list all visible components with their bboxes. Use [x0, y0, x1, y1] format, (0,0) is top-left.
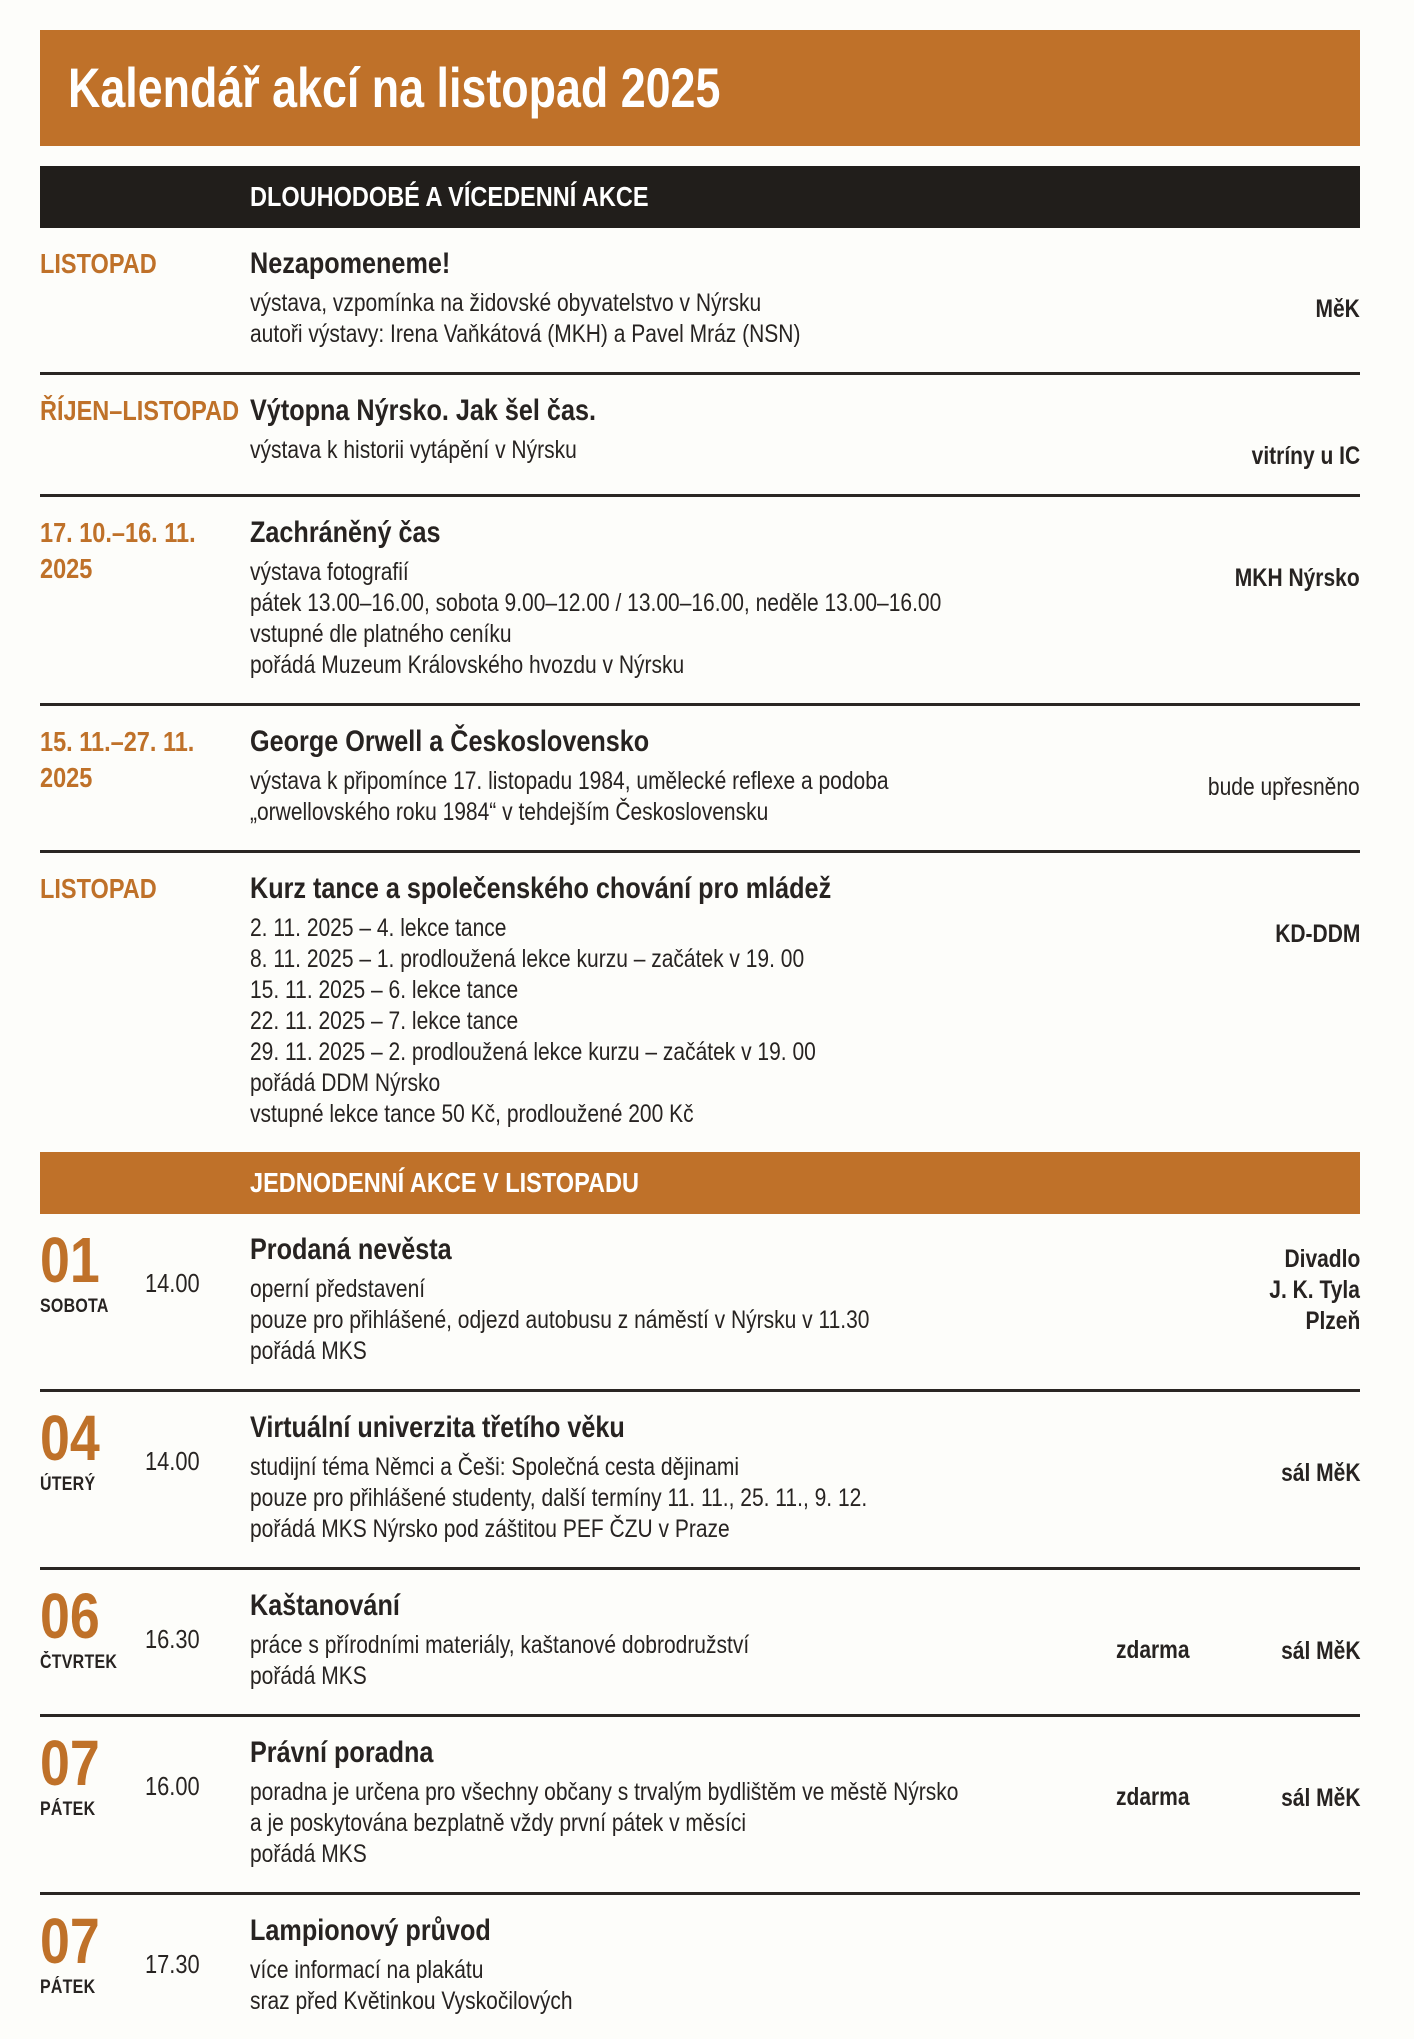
event-row: [40, 1567, 1360, 1714]
event-time: 16.30: [145, 1624, 200, 1654]
event-description-line: vstupné dle platného ceníku: [250, 620, 512, 648]
event-description-line: výstava, vzpomínka na židovské obyvatelstvo v Nýrsku: [250, 289, 762, 317]
event-location: bude upřesněno: [1208, 773, 1360, 801]
event-date: 17. 10.–16. 11. 2025: [40, 517, 196, 585]
event-row: [40, 703, 1360, 850]
event-day: [40, 1402, 145, 1545]
event-title: Kurz tance a společenského chování pro mládež: [250, 872, 832, 905]
event-row: [40, 1714, 1360, 1892]
event-date: 15. 11.–27. 11. 2025: [40, 726, 195, 794]
event-time: 16.00: [145, 1771, 200, 1801]
event-location: vitríny u IC: [1251, 442, 1360, 470]
event-location: MKH Nýrsko: [1235, 564, 1360, 592]
event-description-line: a je poskytována bezplatně vždy první pátek v měsíci: [250, 1809, 747, 1837]
event-title: Virtuální univerzita třetího věku: [250, 1411, 625, 1444]
event-content: [250, 1735, 1030, 1870]
event-time: 17.30: [145, 1949, 200, 1979]
event-description-line: výstava k připomínce 17. listopadu 1984, umělecké reflexe a podoba: [250, 767, 889, 795]
event-description-line: více informací na plakátu: [250, 1956, 484, 1984]
event-day-number: 07: [40, 1727, 100, 1799]
event-date: ŘÍJEN–LISTOPAD: [40, 395, 240, 426]
event-description-line: 22. 11. 2025 – 7. lekce tance: [250, 1007, 519, 1035]
event-title: Prodaná nevěsta: [250, 1233, 452, 1266]
page-title: Kalendář akcí na listopad 2025: [68, 56, 721, 119]
event-title: Zachráněný čas: [250, 516, 441, 549]
event-weekday: ČTVRTEK: [40, 1652, 118, 1673]
section-header-long-term: [40, 166, 1360, 228]
event-row: [40, 1389, 1360, 1567]
section-header-label: DLOUHODOBÉ A VÍCEDENNÍ AKCE: [250, 181, 649, 212]
event-day-number: 04: [40, 1402, 100, 1474]
event-description-line: pořádá DDM Nýrsko: [250, 1069, 441, 1097]
event-row: [40, 850, 1360, 1152]
event-content: [250, 871, 1130, 1130]
event-description-line: „orwellovského roku 1984“ v tehdejším Československu: [250, 798, 769, 826]
section-header-one-day: [40, 1152, 1360, 1214]
event-description-line: sraz před Květinkou Vyskočilových: [250, 1987, 573, 2015]
event-description-line: pátek 13.00–16.00, sobota 9.00–12.00 / 13.00–16.00, neděle 13.00–16.00: [250, 589, 942, 617]
section-header-label: JEDNODENNÍ AKCE V LISTOPADU: [250, 1167, 639, 1198]
event-row: [40, 372, 1360, 494]
event-description-line: 29. 11. 2025 – 2. prodloužená lekce kurzu – začátek v 19. 00: [250, 1038, 816, 1066]
event-price: zdarma: [1116, 1636, 1190, 1664]
event-day-number: 06: [40, 1580, 100, 1652]
event-description-line: pořádá MKS: [250, 1337, 367, 1365]
event-price: [1030, 1913, 1190, 2017]
event-weekday: PÁTEK: [40, 1977, 96, 1998]
event-location: sál MěK: [1280, 1637, 1360, 1665]
event-title: George Orwell a Československo: [250, 725, 650, 758]
event-title: Lampionový průvod: [250, 1914, 491, 1947]
event-time: 14.00: [145, 1446, 200, 1476]
event-day: [40, 1727, 145, 1870]
event-content: [250, 1588, 1030, 1692]
event-content: [250, 393, 1130, 472]
event-content: [250, 1913, 1030, 2017]
event-description-line: pořádá MKS Nýrsko pod záštitou PEF ČZU v Praze: [250, 1515, 730, 1543]
event-description-line: výstava k historii vytápění v Nýrsku: [250, 436, 577, 464]
event-day: [40, 1905, 145, 2017]
event-weekday: PÁTEK: [40, 1799, 96, 1820]
event-row: [40, 1214, 1360, 1389]
event-day-number: 01: [40, 1224, 100, 1296]
event-date: LISTOPAD: [40, 873, 157, 904]
event-row: [40, 494, 1360, 703]
event-weekday: ÚTERÝ: [40, 1474, 96, 1495]
event-price: [1030, 1232, 1190, 1367]
event-row: [40, 228, 1360, 372]
event-description-line: pouze pro přihlášené studenty, další termíny 11. 11., 25. 11., 9. 12.: [250, 1484, 868, 1512]
event-day: [40, 1224, 145, 1367]
event-title: Právní poradna: [250, 1736, 434, 1769]
event-day: [40, 1580, 145, 1692]
event-weekday: SOBOTA: [40, 1296, 109, 1317]
event-price: zdarma: [1116, 1783, 1190, 1811]
event-content: [250, 724, 1130, 828]
event-description-line: 15. 11. 2025 – 6. lekce tance: [250, 976, 519, 1004]
event-date: LISTOPAD: [40, 248, 157, 279]
event-row: [40, 1892, 1360, 2039]
event-content: [250, 1410, 1030, 1545]
event-description-line: práce s přírodními materiály, kaštanové dobrodružství: [250, 1631, 750, 1659]
event-location: sál MěK: [1280, 1784, 1360, 1812]
event-location: [1190, 1913, 1360, 2017]
event-title: Nezapomeneme!: [250, 247, 451, 280]
event-content: [250, 1232, 1030, 1367]
event-location: KD-DDM: [1274, 920, 1360, 948]
event-time: 14.00: [145, 1268, 200, 1298]
event-description-line: výstava fotografií: [250, 558, 409, 586]
event-description-line: pořádá MKS: [250, 1840, 367, 1868]
event-description-line: pouze pro přihlášené, odjezd autobusu z náměstí v Nýrsku v 11.30: [250, 1306, 870, 1334]
event-location: MěK: [1315, 295, 1360, 323]
event-description-line: pořádá Muzeum Královského hvozdu v Nýrsku: [250, 651, 685, 679]
event-location: Divadlo J. K. Tyla Plzeň: [1269, 1245, 1360, 1335]
event-day-number: 07: [40, 1905, 100, 1977]
calendar-page: [40, 0, 1360, 2039]
event-description-line: vstupné lekce tance 50 Kč, prodloužené 200 Kč: [250, 1100, 694, 1128]
event-description-line: poradna je určena pro všechny občany s trvalým bydlištěm ve městě Nýrsko: [250, 1778, 959, 1806]
page-header: [40, 30, 1360, 146]
event-description-line: 2. 11. 2025 – 4. lekce tance: [250, 914, 507, 942]
event-title: Kaštanování: [250, 1589, 400, 1622]
event-description-line: pořádá MKS: [250, 1662, 367, 1690]
event-content: [250, 515, 1130, 681]
event-description-line: operní představení: [250, 1275, 426, 1303]
event-description-line: studijní téma Němci a Češi: Společná cesta dějinami: [250, 1453, 740, 1481]
event-title: Výtopna Nýrsko. Jak šel čas.: [250, 394, 596, 427]
event-description-line: 8. 11. 2025 – 1. prodloužená lekce kurzu – začátek v 19. 00: [250, 945, 805, 973]
event-content: [250, 246, 1130, 350]
event-price: [1030, 1410, 1190, 1545]
event-location: sál MěK: [1280, 1459, 1360, 1487]
event-description-line: autoři výstavy: Irena Vaňkátová (MKH) a Pavel Mráz (NSN): [250, 320, 801, 348]
